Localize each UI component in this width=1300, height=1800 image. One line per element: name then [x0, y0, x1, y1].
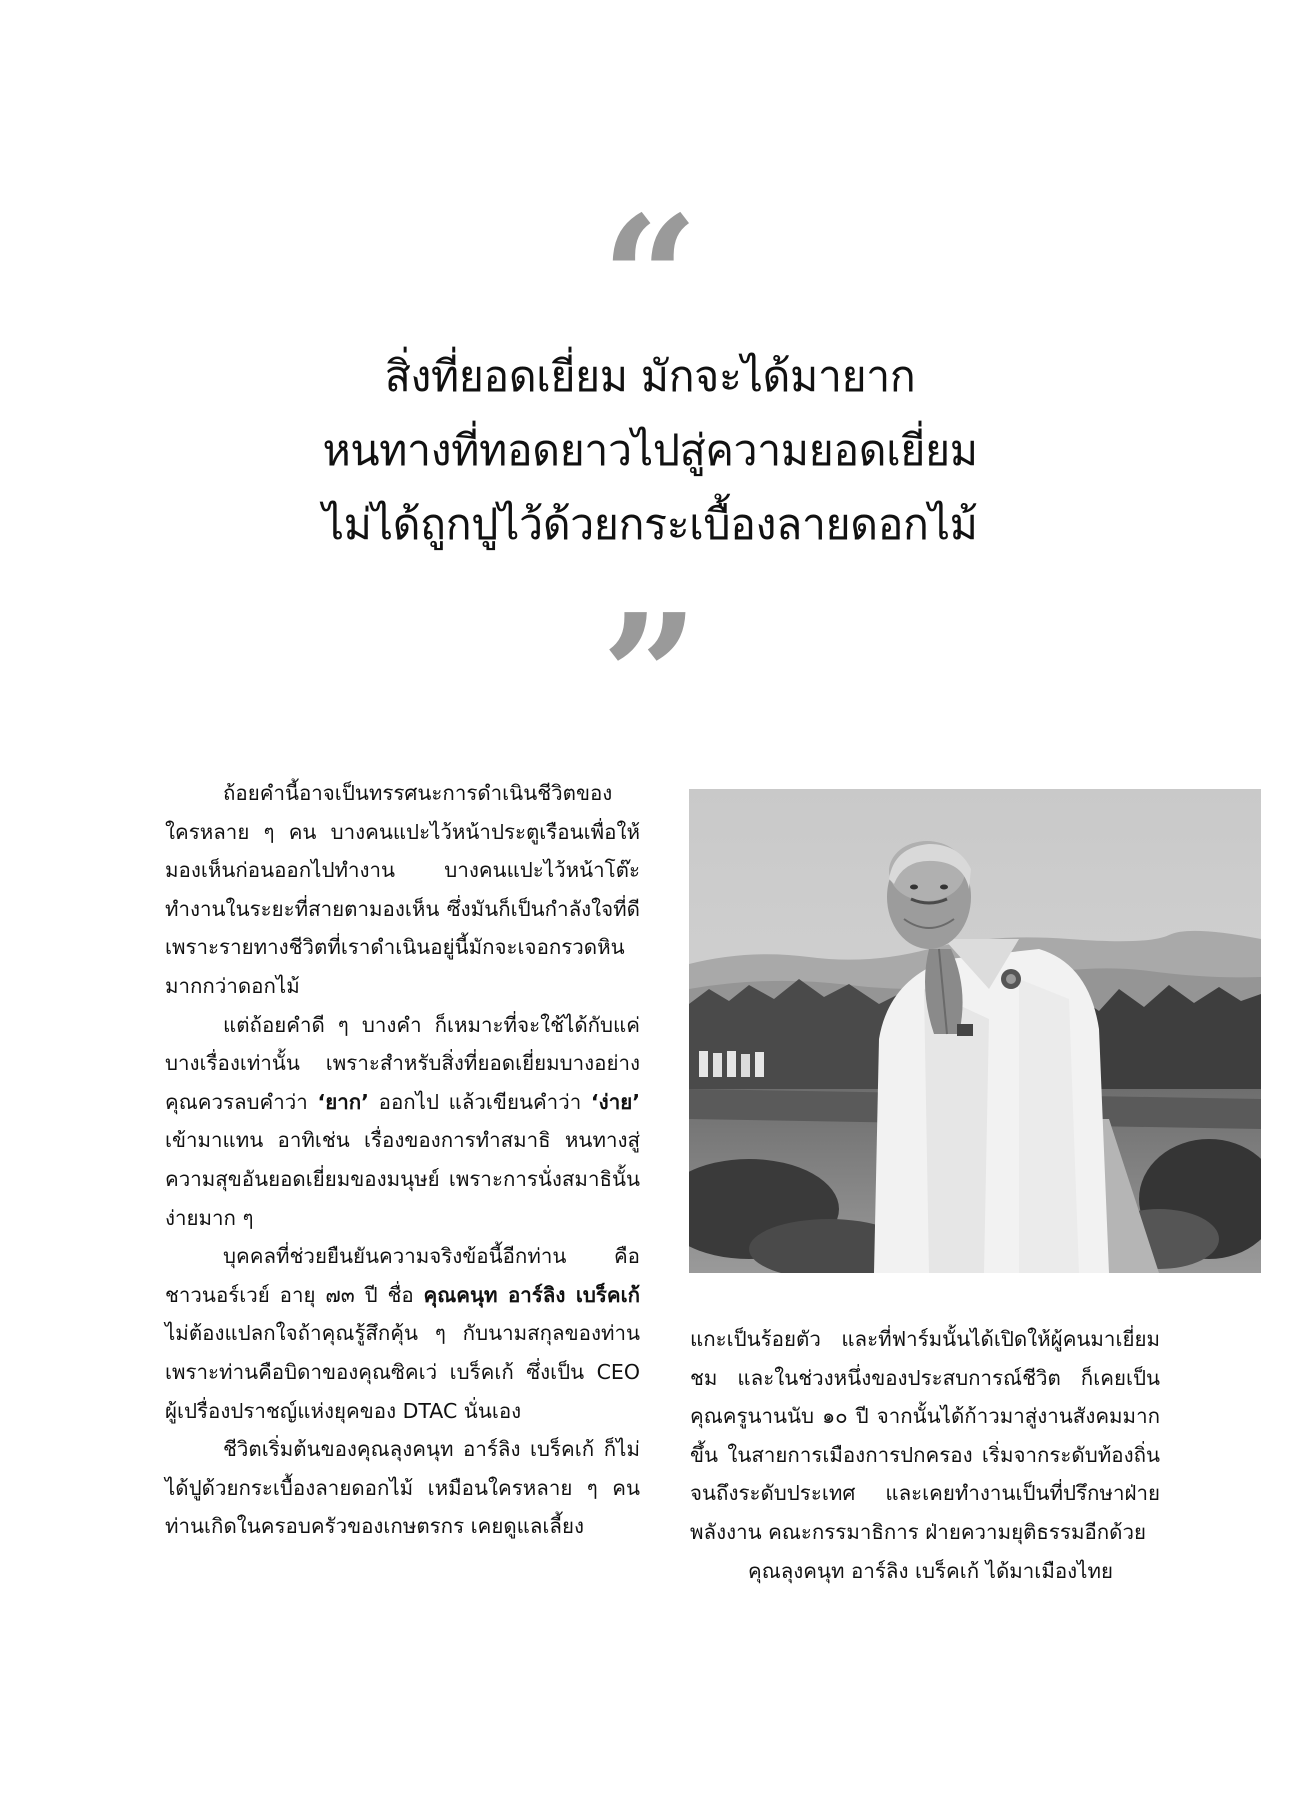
paragraph-3 — [165, 1237, 640, 1430]
paragraph-2 — [165, 1006, 640, 1238]
paragraph-4: ชีวิตเริ่มต้นของคุณลุงคนุท อาร์ลิง เบร็คเก้ ก็ไม่ได้ปูด้วยกระเบื้องลายดอกไม้ เหมือนใครหลาย ๆ คน ท่านเกิดในครอบครัวของเกษตรกร เคยดูแลเลี้ยง — [165, 1437, 640, 1539]
right-text-column — [690, 1320, 1160, 1590]
left-text-column — [165, 774, 640, 1546]
quote-line-3: ไม่ได้ถูกปูไว้ด้วยกระเบื้องลายดอกไม้ — [322, 500, 978, 550]
paragraph-2-text-a: แต่ถ้อยคำดี ๆ บางคำ ก็เหมาะที่จะใช้ได้กับแค่บางเรื่องเท่านั้น เพราะสำหรับสิ่งที่ยอดเยี่ยมบางอย่าง คุณควรลบคำว่า — [165, 1012, 640, 1114]
paragraph-5: แกะเป็นร้อยตัว และที่ฟาร์มนั้นได้เปิดให้ผู้คนมาเยี่ยมชม และในช่วงหนึ่งของประสบการณ์ชีวิต ก็เคยเป็นคุณครูนานนับ ๑๐ ปี จากนั้นได้ก้าวมาสู่งานสังคมมากขึ้น ในสายการเมืองการปกครอง เริ่มจากระดับท้องถิ่นจนถึงระดับประเทศ และเคยทำงานเป็นที่ปรึกษาฝ่ายพลังงาน คณะกรรมาธิการ ฝ่ายความยุติธรรมอีกด้วย — [690, 1327, 1160, 1544]
portrait-photo — [689, 789, 1261, 1273]
quote-line-1: สิ่งที่ยอดเยี่ยม มักจะได้มายาก — [384, 352, 916, 402]
paragraph-2-text-b: ออกไป แล้วเขียนคำว่า — [368, 1089, 591, 1114]
quote-line-2: หนทางที่ทอดยาวไปสู่ความยอดเยี่ยม — [322, 426, 978, 476]
bold-person-name: คุณคนุท อาร์ลิง เบร็คเก้ — [423, 1282, 640, 1307]
paragraph-2-text-c: เข้ามาแทน อาทิเช่น เรื่องของการทำสมาธิ หนทางสู่ความสุขอันยอดเยี่ยมของมนุษย์ เพราะการนั่งสมาธินั้นง่ายมาก ๆ — [165, 1128, 640, 1230]
pull-quote — [0, 340, 1300, 562]
bold-word-easy: ‘ง่าย’ — [590, 1089, 640, 1114]
paragraph-6: คุณลุงคนุท อาร์ลิง เบร็คเก้ ได้มาเมืองไทย — [748, 1558, 1113, 1583]
paragraph-3-text-a: บุคคลที่ช่วยยืนยันความจริงข้อนี้อีกท่าน คือ ชาวนอร์เวย์ อายุ ๗๓ ปี ชื่อ — [165, 1244, 640, 1307]
close-quote-mark: ” — [601, 577, 699, 777]
paragraph-1: ถ้อยคำนี้อาจเป็นทรรศนะการดำเนินชีวิตของใครหลาย ๆ คน บางคนแปะไว้หน้าประตูเรือนเพื่อให้มองเห็นก่อนออกไปทำงาน บางคนแปะไว้หน้าโต๊ะทำงานในระยะที่สายตามองเห็น ซึ่งมันก็เป็นกำลังใจที่ดี เพราะรายทางชีวิตที่เราดำเนินอยู่นี้มักจะเจอกรวดหินมากกว่าดอกไม้ — [165, 781, 640, 998]
bold-word-difficult: ‘ยาก’ — [317, 1089, 369, 1114]
paragraph-3-text-b: ไม่ต้องแปลกใจถ้าคุณรู้สึกคุ้น ๆ กับนามสกุลของท่าน เพราะท่านคือบิดาของคุณซิคเว่ เบร็คเก้ ซึ่งเป็น CEO ผู้เปรื่องปราชญ์แห่งยุคของ DTAC นั่นเอง — [165, 1321, 640, 1423]
open-quote-mark: “ — [601, 179, 699, 379]
